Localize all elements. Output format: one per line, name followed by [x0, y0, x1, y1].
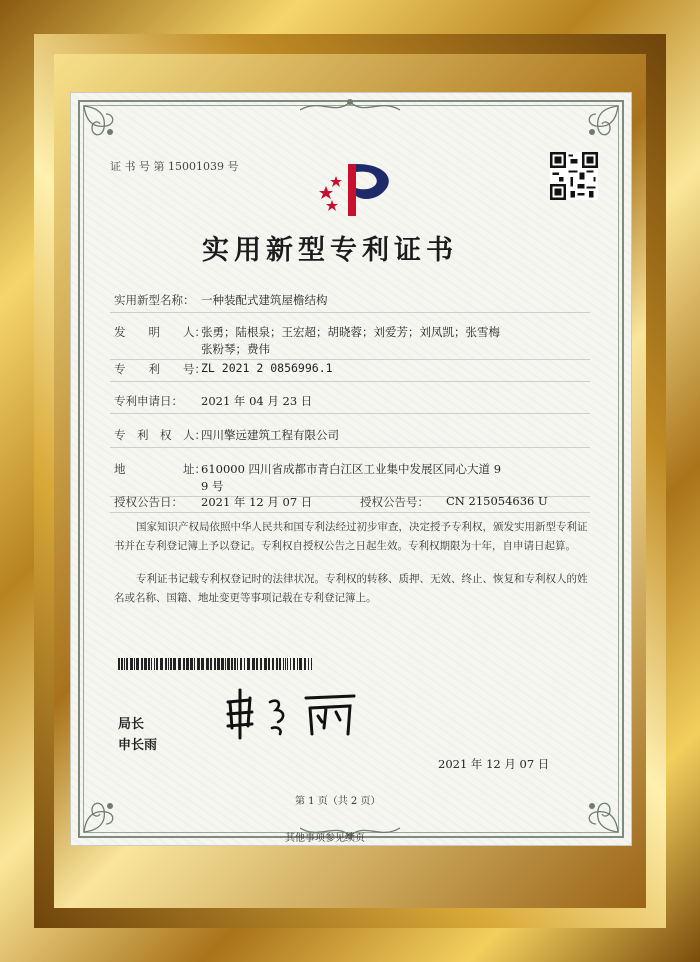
- grant-number-value: CN 215054636 U: [446, 494, 548, 508]
- qr-code-icon: [550, 152, 598, 200]
- corner-ornament-icon: [562, 776, 622, 836]
- apply-date-label: 专利申请日：: [114, 394, 183, 408]
- address-value-line1: 610000 四川省成都市青白江区工业集中发展区同心大道 9: [201, 462, 502, 476]
- patentee-value: 四川擎远建筑工程有限公司: [201, 428, 339, 442]
- barcode-icon: [118, 658, 313, 670]
- address-label: 地 址：: [114, 462, 206, 476]
- cnipa-logo-icon: [318, 156, 400, 222]
- address-value-line2: 9 号: [201, 479, 224, 493]
- signer-title: 局长: [118, 717, 145, 732]
- patent-number-label: 专 利 号：: [114, 362, 206, 376]
- certificate-title: 实用新型专利证书: [202, 235, 458, 266]
- top-ornament-icon: [300, 96, 400, 118]
- apply-date-value: 2021 年 04 月 23 日: [201, 394, 313, 408]
- paragraph-grant: 国家知识产权局依照中华人民共和国专利法经过初步审查，决定授予专利权，颁发实用新型专利证书并在专利登记簿上予以登记。专利权自授权公告之日起生效。专利权期限为十年，自申请日起算。: [114, 521, 588, 552]
- footer-note: 其他事项参见续页: [285, 833, 365, 844]
- paragraph-legal-status: 专利证书记载专利权登记时的法律状况。专利权的转移、质押、无效、终止、恢复和专利权人的姓名或名称、国籍、地址变更等事项记载在专利登记簿上。: [114, 573, 588, 604]
- name-value: 一种装配式建筑屋檐结构: [201, 293, 328, 307]
- signer-name: 申长雨: [118, 738, 158, 753]
- inventor-value-line2: 张粉琴；费伟: [201, 342, 270, 356]
- signature-icon: [220, 684, 370, 744]
- corner-ornament-icon: [80, 102, 140, 162]
- grant-number-label: 授权公告号：: [360, 495, 429, 509]
- inventor-label: 发 明 人：: [114, 325, 206, 339]
- patent-number-value: ZL 2021 2 0856996.1: [201, 361, 333, 375]
- grant-date-value: 2021 年 12 月 07 日: [201, 495, 313, 509]
- grant-date-label: 授权公告日：: [114, 495, 183, 509]
- corner-ornament-icon: [80, 776, 140, 836]
- sign-date: 2021 年 12 月 07 日: [438, 757, 550, 771]
- certificate-paper: [70, 92, 632, 846]
- page-number: 第 1 页（共 2 页）: [295, 796, 381, 807]
- patentee-label: 专 利 权 人：: [114, 428, 206, 442]
- name-label: 实用新型名称：: [114, 293, 195, 307]
- inventor-value-line1: 张勇；陆根泉；王宏超；胡晓蓉；刘爱芳；刘凤凯；张雪梅: [201, 325, 500, 339]
- certificate-number: 证 书 号 第 15001039 号: [110, 160, 239, 173]
